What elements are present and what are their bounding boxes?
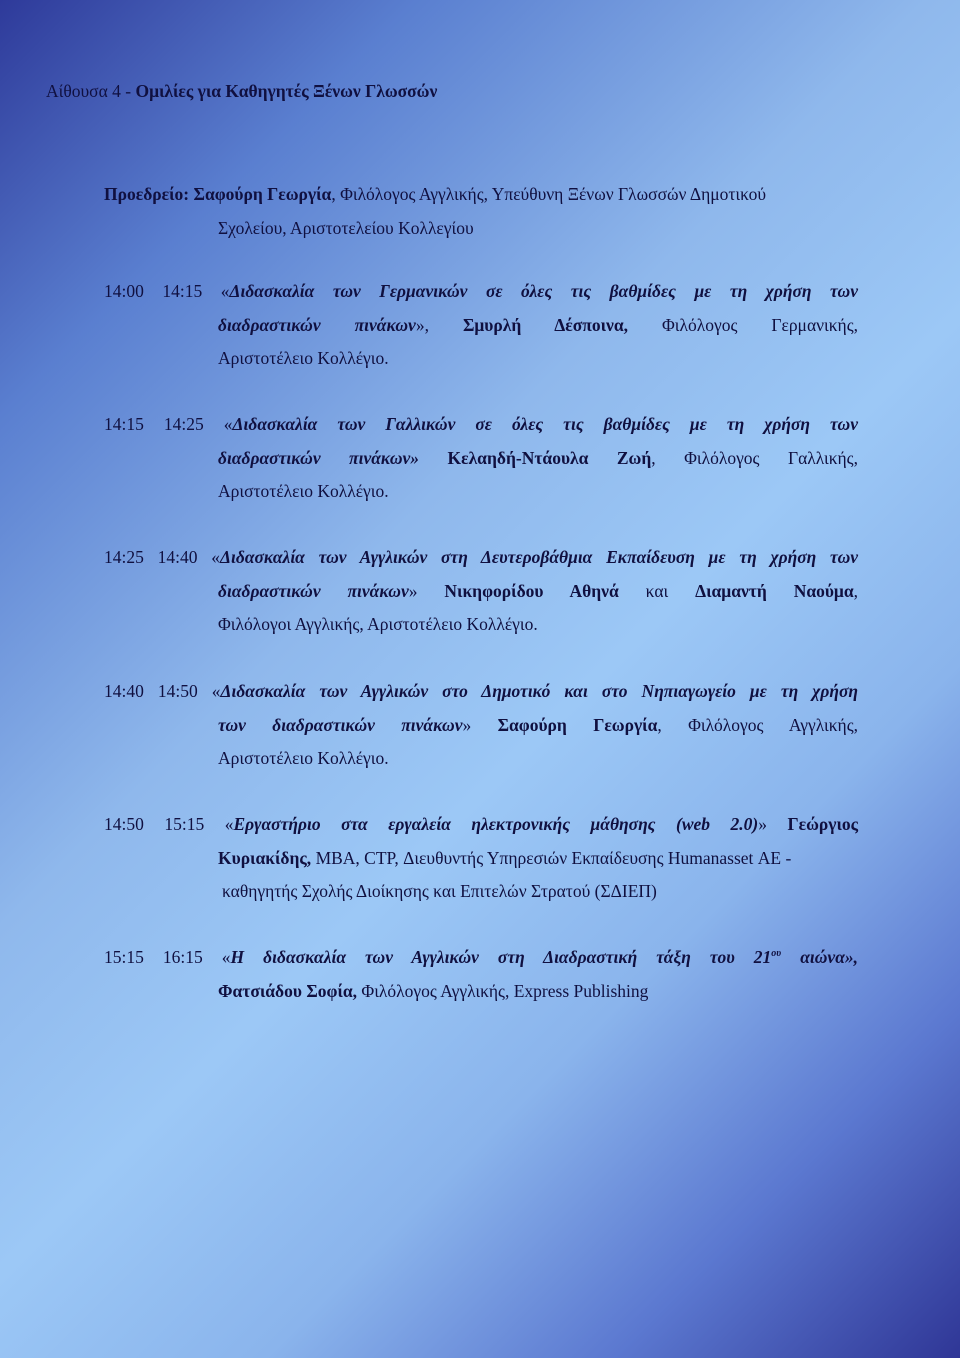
chair-role: , Φιλόλογος Αγγλικής, Υπεύθυνη Ξένων Γλωσσών Δημοτικού [331,184,766,204]
session-line [104,842,858,876]
session-time: 15:15 16:15 « [104,947,231,967]
session-line [104,275,858,309]
session-affiliation: καθηγητής Σχολής Διοίκησης και Επιτελών Στρατού (ΣΔΙΕΠ) [222,881,657,901]
session-title: Η διδασκαλία των Αγγλικών στη Διαδραστική τάξη του $21^{o\upsilon}$ αιώνα», [230,947,858,967]
ordinal-suffix: ου [771,948,782,959]
room-heading [46,78,437,104]
session-line [104,442,858,476]
session-speaker: Σαφούρη Γεωργία [497,714,658,735]
session-line [104,541,858,575]
room-title: Ομιλίες για Καθηγητές Ξένων Γλωσσών [135,81,438,101]
session-time: 14:15 14:25 « [104,414,233,434]
session-item [104,408,858,509]
chair-line-2: Σχολείου, Αριστοτελείου Κολλεγίου [218,217,474,238]
chair-block [104,178,858,245]
session-item [104,675,858,776]
session-affiliation: Αριστοτέλειο Κολλέγιο. [218,481,389,501]
chair-label: Προεδρείο: [104,184,190,204]
chair-name: Σαφούρη Γεωργία [193,184,332,204]
session-speaker-2: Διαμαντή Ναούμα [695,580,854,601]
session-line [104,408,858,442]
session-item [104,808,858,909]
session-item [104,541,858,642]
session-title: Διδασκαλία των Γαλλικών σε όλες τις βαθμίδες με τη χρήση των [232,414,858,434]
session-time: 14:50 15:15 « [104,814,234,834]
session-affiliation: Φιλόλογοι Αγγλικής, Αριστοτέλειο Κολλέγιο. [218,614,538,634]
session-title-cont: των διαδραστικών πινάκων [218,714,463,735]
session-line [104,975,858,1009]
session-role: Φιλόλογος Γερμανικής, [628,314,859,335]
session-role: , Φιλόλογος Αγγλικής, [657,714,858,735]
session-item [104,275,858,376]
session-role: , [853,580,858,601]
session-role: MBA, CTP, Διευθυντής Υπηρεσιών Εκπαίδευσης Humanasset ΑΕ - [311,847,792,868]
session-speaker: Φατσιάδου Σοφία, [218,980,358,1001]
session-title-cont: διαδραστικών πινάκων [218,580,409,601]
session-speaker: Κελαηδή-Ντάουλα Ζωή [419,447,652,468]
session-affiliation: Αριστοτέλειο Κολλέγιο. [218,748,389,768]
session-affiliation: Αριστοτέλειο Κολλέγιο. [218,348,389,368]
session-title: Εργαστήριο στα εργαλεία ηλεκτρονικής μάθησης (web 2.0) [233,814,759,834]
session-title-cont: διαδραστικών πινάκων» [218,447,420,468]
session-title: Διδασκαλία των Αγγλικών στη Δευτεροβάθμια Εκπαίδευση με τη χρήση των [220,547,858,567]
session-title: Διδασκαλία των Γερμανικών σε όλες τις βαθμίδες με τη χρήση των [229,281,858,301]
session-line: των διαδραστικών πινάκων» Σαφούρη Γεωργία, Φιλόλογος Αγγλικής, [218,714,858,735]
session-title: Διδασκαλία των Αγγλικών στο Δημοτικό και στο Νηπιαγωγείο με τη χρήση [220,681,858,701]
session-line: διαδραστικών πινάκων», Σμυρλή Δέσποινα, Φιλόλογος Γερμανικής, [218,314,859,335]
session-speaker: Γεώργιος [787,814,859,834]
chair-line-1 [104,178,858,212]
session-speaker: Σμυρλή Δέσποινα, [462,314,628,335]
session-time: 14:25 14:40 « [104,547,221,567]
session-time: 14:40 14:50 « [104,681,221,701]
session-time: 14:00 14:15 « [104,281,230,301]
session-role: , Φιλόλογος Γαλλικής, [651,447,858,468]
session-line [104,675,858,709]
room-label: Αίθουσα 4 - [46,81,136,101]
session-line: 14:50 15:15 «Εργαστήριο στα εργαλεία ηλεκτρονικής μάθησης (web 2.0)» Γεώργιος [104,814,859,834]
session-title-cont: διαδραστικών πινάκων [218,314,416,335]
session-speaker: Νικηφορίδου Αθηνά [444,580,619,601]
session-line [104,941,858,975]
session-item [104,941,858,1008]
session-line: διαδραστικών πινάκων» Νικηφορίδου Αθηνά και Διαμαντή Ναούμα, [218,580,858,601]
session-role: Φιλόλογος Αγγλικής, Express Publishing [357,980,649,1001]
session-speaker-cont: Κυριακίδης, [218,847,312,868]
